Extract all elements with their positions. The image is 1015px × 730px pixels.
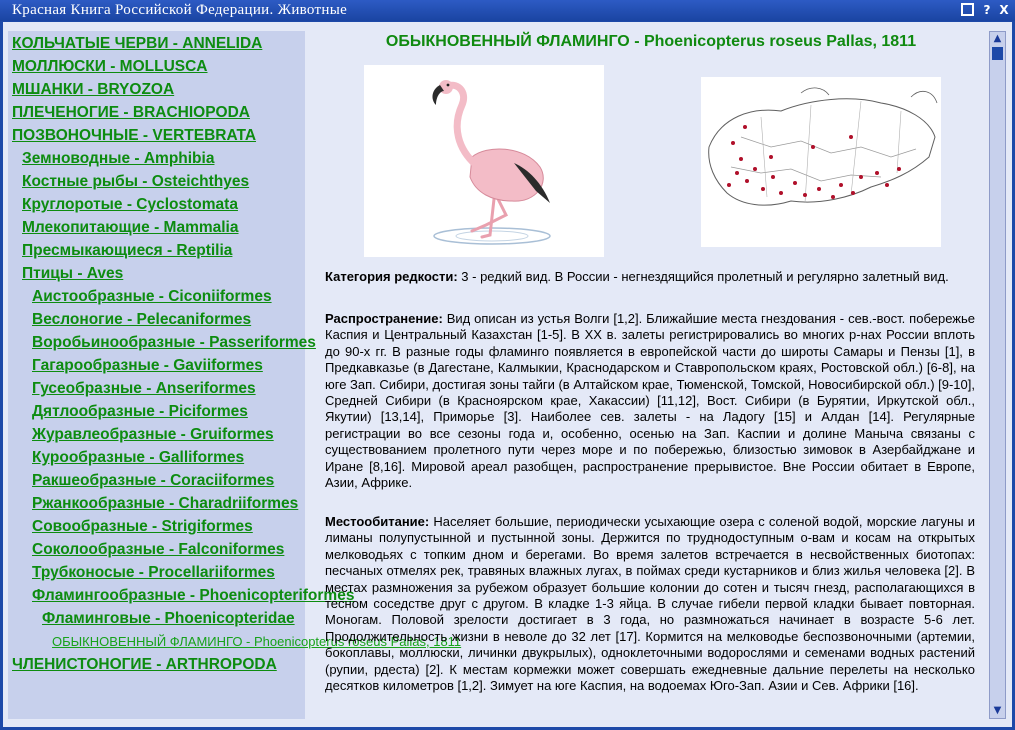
nav-link[interactable]: Млекопитающие - Mammalia xyxy=(22,219,239,236)
nav-link[interactable]: КОЛЬЧАТЫЕ ЧЕРВИ - ANNELIDA xyxy=(12,35,263,52)
nav-link[interactable]: Гусеобразные - Anseriformes xyxy=(32,380,256,397)
help-icon[interactable]: ? xyxy=(983,3,991,17)
nav-link[interactable]: ПЛЕЧЕНОГИЕ - BRACHIOPODA xyxy=(12,104,250,121)
nav-link[interactable]: Ракшеобразные - Coraciiformes xyxy=(32,472,275,489)
nav-link[interactable]: Фламингообразные - Phoenicopteriformes xyxy=(32,587,355,604)
nav-link[interactable]: Гагарообразные - Gaviiformes xyxy=(32,357,263,374)
nav-link[interactable]: Круглоротые - Cyclostomata xyxy=(22,196,238,213)
section-text: Населяет большие, периодически усыхающие озера с соленой водой, морские лагуны и лиманы полупустынной и пустынной зоны. Держится по труднодоступным о-вам и косам на открытых мелководьях с топким дном и берегами. Во время залетов встречается в несвойственных биотопах: песчаных отмелях рек, травяных влажных лугах, в поймах среди кустарников и близ жилья человека [2]. В местах размножения за рубежом образует большие колонии до сотен и тысяч гнезд, располагающихся в тесном соседстве друг с другом. В кладке 1-3 яйца. В случае гибели первой кладки бывает повторная. Моногам. Половой зрелости достигает в 3 года, но размножаться начинает в возрасте 5-6 лет. Продолжительность жизни в неволе до 32 лет [17]. Кормится на мелководье беспозвоночными (артемии, бокоплавы, моллюски, личинки двукрылых), одноклеточными водорослями и семенами водных растений (рупии, рдеста) [2]. К местам кормежки может совершать ежедневные дальние перелеты на несколько десятков километров [1,2]. Зимует на юге Каспия, на водоемах Юго-Зап. Азии и Сев. Африки [16]. xyxy=(325,514,975,694)
vertical-scrollbar[interactable] xyxy=(989,31,1006,719)
nav-link[interactable]: Курообразные - Galliformes xyxy=(32,449,245,466)
nav-link[interactable]: ЧЛЕНИСТОНОГИЕ - ARTHROPODA xyxy=(12,656,277,673)
scrollbar-thumb[interactable] xyxy=(992,47,1003,60)
nav-link[interactable]: Журавлеобразные - Gruiformes xyxy=(32,426,274,443)
maximize-icon[interactable] xyxy=(961,3,974,16)
window-titlebar[interactable] xyxy=(0,0,1015,21)
section-heading: Распространение: xyxy=(325,311,443,326)
nav-link[interactable]: Ржанкообразные - Charadriiformes xyxy=(32,495,299,512)
section-distribution xyxy=(325,311,975,491)
window-title: Красная Книга Российской Федерации. Животные xyxy=(12,2,348,18)
nav-link[interactable]: Птицы - Aves xyxy=(22,265,124,282)
arrow-up-icon[interactable]: ▲ xyxy=(993,33,1002,44)
section-text: Вид описан из устья Волги [1,2]. Ближайшие места гнездования - сев.-вост. побережье Каспия и Центральный Казахстан [1-5]. В XX в. залеты регистрировались во многих р-нах России вплоть до 90-х гг. В разные годы фламинго появляется в европейской части до широты Самары и Пензы [1], в Предкавказье (в Дагестане, Калмыкии, Краснодарском и Ставропольском краях, Ростовской обл.) [6-8], на юге Зап. Сибири, достигая зоны тайги (в Алтайском крае, Тюменской, Томской, Новосибирской обл.) [9-10], Средней Сибири (в Красноярском крае, Хакассии) [11,12], Вост. Сибири (в Бурятии, Иркутской обл., Якутии) [13,14], Приморье [3]. Наиболее сев. залеты - на Ладогу [15] и Алдан [14]. Регулярные регистрации во все сезоны года и, особенно, осенью на Зап. Каспии и долине Маныча связаны с существованием пролетного пути через море и по побережью, близостью зимовок в Азербайджане и Иране [8,16]. Мировой ареал разобщен, распространение прерывистое. Вне России обитает в Европе, Азии, Африке. xyxy=(325,311,975,491)
nav-link[interactable]: Воробьинообразные - Passeriformes xyxy=(32,334,316,351)
nav-link[interactable]: Пресмыкающиеся - Reptilia xyxy=(22,242,233,259)
nav-link[interactable]: Веслоногие - Pelecaniformes xyxy=(32,311,252,328)
nav-link[interactable]: МШАНКИ - BRYOZOA xyxy=(12,81,175,98)
nav-link[interactable]: Трубконосые - Procellariiformes xyxy=(32,564,275,581)
nav-link[interactable]: ПОЗВОНОЧНЫЕ - VERTEBRATA xyxy=(12,127,257,144)
nav-link[interactable]: Костные рыбы - Osteichthyes xyxy=(22,173,250,190)
range-map xyxy=(701,77,941,247)
nav-link[interactable]: МОЛЛЮСКИ - MOLLUSCA xyxy=(12,58,208,75)
section-heading: Местообитание: xyxy=(325,514,430,529)
nav-link[interactable]: Совообразные - Strigiformes xyxy=(32,518,253,535)
window-body xyxy=(3,22,1012,727)
nav-link[interactable]: Земноводные - Amphibia xyxy=(22,150,215,167)
arrow-down-icon[interactable]: ▼ xyxy=(993,705,1002,716)
article-title: ОБЫКНОВЕННЫЙ ФЛАМИНГО - Phoenicopterus roseus Pallas, 1811 xyxy=(385,33,917,50)
nav-link[interactable]: Соколообразные - Falconiformes xyxy=(32,541,285,558)
flamingo-illustration xyxy=(364,65,604,257)
nav-link[interactable]: Дятлообразные - Piciformes xyxy=(32,403,248,420)
nav-link[interactable]: Аистообразные - Ciconiiformes xyxy=(32,288,272,305)
close-icon[interactable]: X xyxy=(999,3,1009,17)
section-heading: Категория редкости: xyxy=(325,269,458,284)
nav-link[interactable]: Фламинговые - Phoenicopteridae xyxy=(42,610,295,627)
nav-link[interactable]: ОБЫКНОВЕННЫЙ ФЛАМИНГО - Phoenicopterus roseus Pallas, 1811 xyxy=(52,634,462,649)
section-habitat xyxy=(325,514,975,694)
article-pane xyxy=(315,22,987,727)
section-rarity xyxy=(325,269,975,285)
section-text: 3 - редкий вид. В России - негнездящийся пролетный и регулярно залетный вид. xyxy=(457,269,949,284)
